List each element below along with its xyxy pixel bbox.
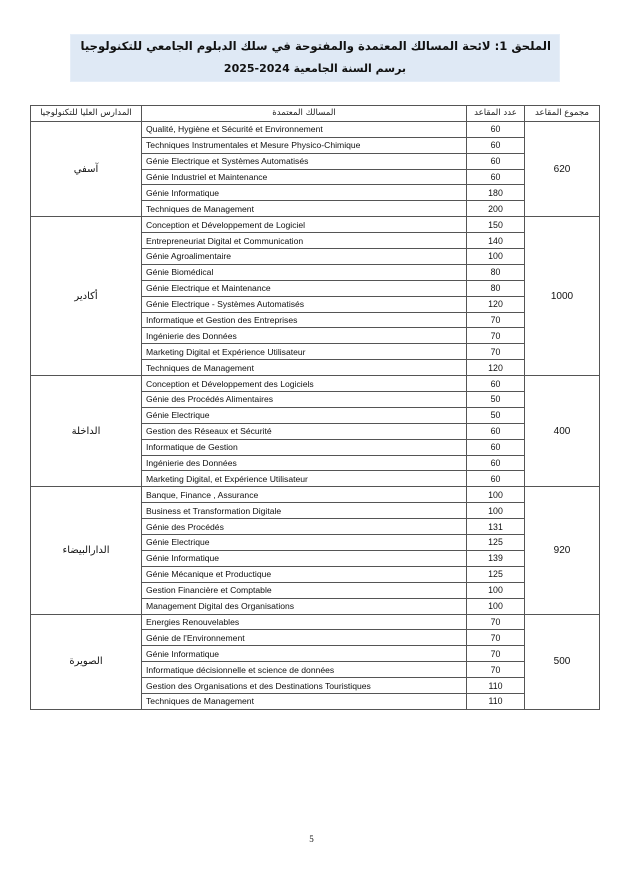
page-number: 5 — [309, 834, 314, 844]
school-total-seats-cell: 400 — [525, 376, 600, 487]
program-name-cell: Marketing Digital, et Expérience Utilisateur — [142, 471, 467, 487]
table-row — [31, 121, 600, 137]
program-name-cell: Qualité, Hygiène et Sécurité et Environnement — [142, 121, 467, 137]
school-name-cell: الدارالبيضاء — [31, 487, 142, 614]
program-seats-cell: 100 — [467, 582, 525, 598]
program-seats-cell: 80 — [467, 280, 525, 296]
program-seats-cell: 120 — [467, 360, 525, 376]
program-name-cell: Génie Electrique et Systèmes Automatisés — [142, 153, 467, 169]
program-name-cell: Génie Electrique - Systèmes Automatisés — [142, 296, 467, 312]
table-row — [31, 376, 600, 392]
program-name-cell: Génie Agroalimentaire — [142, 249, 467, 265]
program-seats-cell: 110 — [467, 678, 525, 694]
program-seats-cell: 70 — [467, 328, 525, 344]
program-name-cell: Business et Transformation Digitale — [142, 503, 467, 519]
program-seats-cell: 100 — [467, 487, 525, 503]
program-name-cell: Techniques Instrumentales et Mesure Physico-Chimique — [142, 137, 467, 153]
program-name-cell: Gestion Financière et Comptable — [142, 582, 467, 598]
program-name-cell: Banque, Finance , Assurance — [142, 487, 467, 503]
program-name-cell: Conception et Développement des Logiciels — [142, 376, 467, 392]
program-seats-cell: 100 — [467, 503, 525, 519]
header-seats: عدد المقاعد — [467, 106, 525, 122]
program-name-cell: Génie de l'Environnement — [142, 630, 467, 646]
program-seats-cell: 100 — [467, 249, 525, 265]
program-name-cell: Informatique décisionnelle et science de données — [142, 662, 467, 678]
program-name-cell: Génie des Procédés Alimentaires — [142, 392, 467, 408]
program-name-cell: Ingénierie des Données — [142, 455, 467, 471]
program-seats-cell: 60 — [467, 153, 525, 169]
program-seats-cell: 139 — [467, 550, 525, 566]
academic-year-subtitle: برسم السنة الجامعية 2024-2025 — [223, 62, 407, 75]
program-seats-cell: 120 — [467, 296, 525, 312]
program-name-cell: Informatique et Gestion des Entreprises — [142, 312, 467, 328]
program-seats-cell: 70 — [467, 630, 525, 646]
program-seats-cell: 60 — [467, 137, 525, 153]
program-name-cell: Ingénierie des Données — [142, 328, 467, 344]
program-seats-cell: 60 — [467, 455, 525, 471]
program-name-cell: Génie Electrique — [142, 407, 467, 423]
program-name-cell: Génie Informatique — [142, 646, 467, 662]
program-seats-cell: 60 — [467, 376, 525, 392]
program-seats-cell: 180 — [467, 185, 525, 201]
program-seats-cell: 110 — [467, 693, 525, 709]
program-name-cell: Génie Industriel et Maintenance — [142, 169, 467, 185]
program-name-cell: Génie Electrique — [142, 535, 467, 551]
program-seats-cell: 60 — [467, 169, 525, 185]
school-total-seats-cell: 1000 — [525, 217, 600, 376]
program-seats-cell: 80 — [467, 264, 525, 280]
program-seats-cell: 50 — [467, 392, 525, 408]
program-name-cell: Gestion des Réseaux et Sécurité — [142, 423, 467, 439]
header-schools: المدارس العليا للتكنولوجيا — [31, 106, 142, 122]
program-seats-cell: 60 — [467, 471, 525, 487]
program-name-cell: Génie Informatique — [142, 185, 467, 201]
program-seats-cell: 70 — [467, 344, 525, 360]
programs-table — [30, 105, 600, 710]
program-seats-cell: 70 — [467, 662, 525, 678]
program-seats-cell: 125 — [467, 566, 525, 582]
school-name-cell: الداخلة — [31, 376, 142, 487]
program-name-cell: Informatique de Gestion — [142, 439, 467, 455]
school-name-cell: آسفي — [31, 121, 142, 216]
program-seats-cell: 60 — [467, 439, 525, 455]
program-name-cell: Génie Informatique — [142, 550, 467, 566]
program-name-cell: Gestion des Organisations et des Destinations Touristiques — [142, 678, 467, 694]
program-name-cell: Entrepreneuriat Digital et Communication — [142, 233, 467, 249]
school-total-seats-cell: 500 — [525, 614, 600, 709]
program-name-cell: Conception et Développement de Logiciel — [142, 217, 467, 233]
table-header-row — [31, 106, 600, 122]
school-name-cell: أكادير — [31, 217, 142, 376]
school-total-seats-cell: 920 — [525, 487, 600, 614]
program-seats-cell: 50 — [467, 407, 525, 423]
program-seats-cell: 200 — [467, 201, 525, 217]
program-name-cell: Marketing Digital et Expérience Utilisateur — [142, 344, 467, 360]
table-body — [31, 121, 600, 709]
school-total-seats-cell: 620 — [525, 121, 600, 216]
program-seats-cell: 100 — [467, 598, 525, 614]
header-total-seats: مجموع المقاعد — [525, 106, 600, 122]
program-seats-cell: 60 — [467, 423, 525, 439]
program-name-cell: Génie Mécanique et Productique — [142, 566, 467, 582]
program-name-cell: Techniques de Management — [142, 360, 467, 376]
table-row — [31, 487, 600, 503]
program-name-cell: Génie des Procédés — [142, 519, 467, 535]
document-title: الملحق 1: لائحة المسالك المعتمدة والمفتوحة في سلك الدبلوم الجامعي للتكنولوجيا — [80, 39, 551, 53]
program-seats-cell: 70 — [467, 646, 525, 662]
program-seats-cell: 70 — [467, 312, 525, 328]
program-seats-cell: 150 — [467, 217, 525, 233]
table-row — [31, 217, 600, 233]
program-name-cell: Génie Biomédical — [142, 264, 467, 280]
program-name-cell: Génie Electrique et Maintenance — [142, 280, 467, 296]
program-seats-cell: 140 — [467, 233, 525, 249]
header-programs: المسالك المعتمدة — [142, 106, 467, 122]
program-seats-cell: 60 — [467, 121, 525, 137]
program-seats-cell: 125 — [467, 535, 525, 551]
program-name-cell: Techniques de Management — [142, 693, 467, 709]
program-name-cell: Management Digital des Organisations — [142, 598, 467, 614]
program-name-cell: Techniques de Management — [142, 201, 467, 217]
program-seats-cell: 131 — [467, 519, 525, 535]
school-name-cell: الصويرة — [31, 614, 142, 709]
program-name-cell: Energies Renouvelables — [142, 614, 467, 630]
header-banner — [70, 34, 560, 82]
table-row — [31, 614, 600, 630]
program-seats-cell: 70 — [467, 614, 525, 630]
